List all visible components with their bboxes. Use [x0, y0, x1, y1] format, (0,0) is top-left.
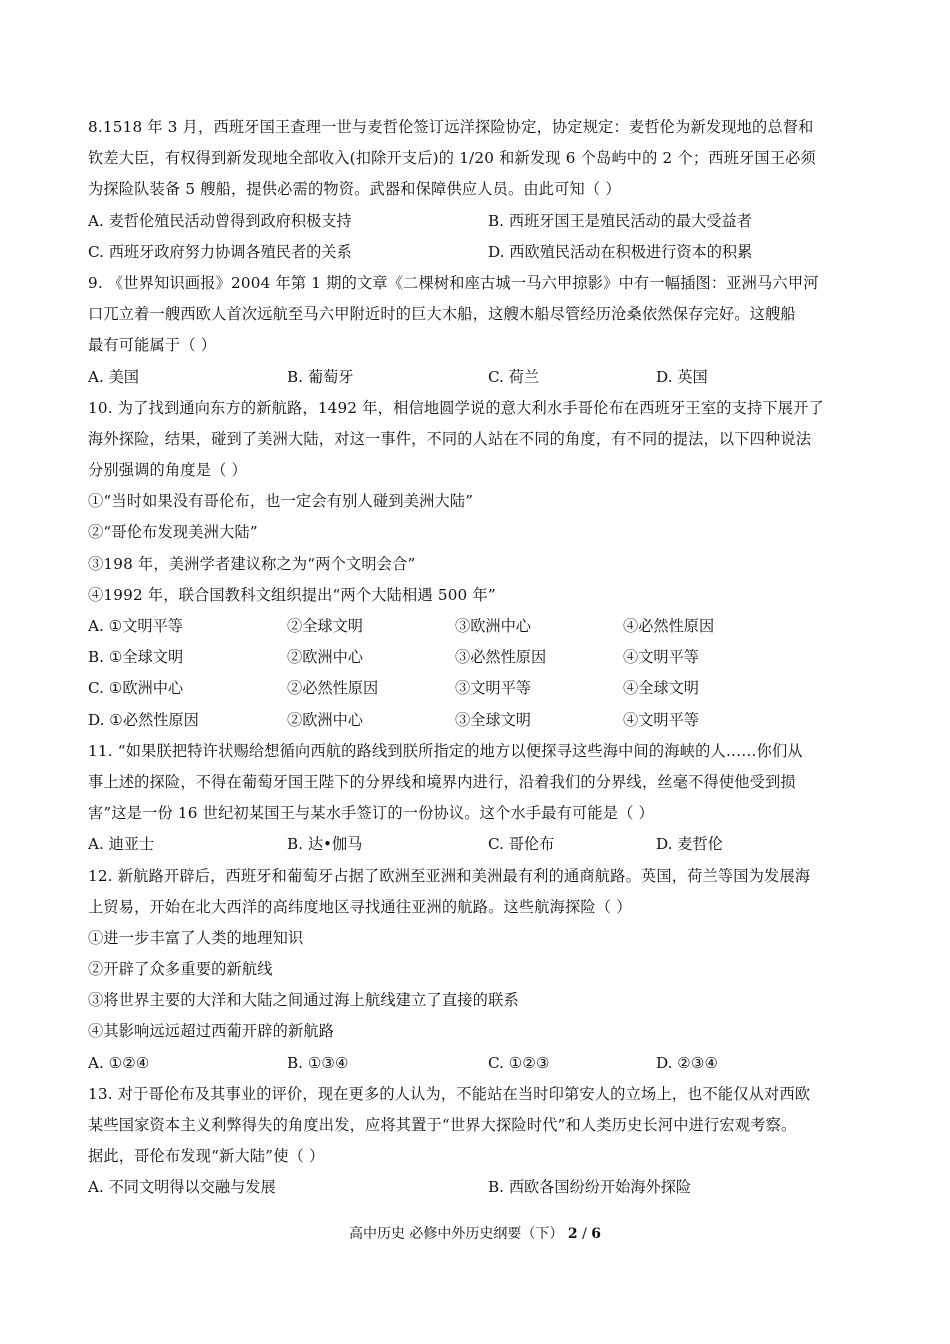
statement-3: ③将世界主要的大洋和大陆之间通过海上航线建立了直接的联系 [88, 991, 519, 1010]
statement-3: ③198 年，美洲学者建议称之为“两个文明会合” [88, 554, 416, 573]
question-stem-line: 事上述的探险，不得在葡萄牙国王陛下的分界线和境界内进行，沿着我们的分界线，丝毫不得使他受到损 [88, 772, 796, 791]
options-row [88, 611, 868, 642]
question-12 [88, 861, 868, 1079]
option-a: A. 美国 [88, 367, 139, 386]
page-footer [0, 1224, 950, 1244]
question-11 [88, 736, 868, 861]
option-a: A. ①②④ [88, 1053, 150, 1072]
question-8 [88, 112, 868, 268]
option-c: C. ①②③ [488, 1053, 550, 1072]
question-stem-line: 钦差大臣，有权得到新发现地全部收入(扣除开支后)的 1/20 和新发现 6 个岛屿中的 2 个；西班牙国王必须 [88, 149, 816, 168]
statement-4: ④其影响远远超过西葡开辟的新航路 [88, 1022, 335, 1041]
option-d: D. 英国 [656, 367, 708, 386]
option-c: C. 哥伦布 [488, 835, 555, 854]
option-b-part-2: ②欧洲中心 [287, 648, 363, 667]
option-c-part-2: ②必然性原因 [287, 679, 379, 698]
option-a-part-1: A. ①文明平等 [88, 617, 183, 635]
option-d-part-4: ④文明平等 [623, 710, 699, 729]
option-b: B. 葡萄牙 [287, 367, 354, 386]
options-row [88, 673, 868, 704]
question-13 [88, 1079, 868, 1204]
question-stem-line: 11. “如果朕把特许状赐给想循向西航的路线到朕所指定的地方以便探寻这些海中间的海峡的人……你们从 [88, 741, 803, 760]
question-stem-line: 10. 为了找到通向东方的新航路，1492 年，相信地圆学说的意大利水手哥伦布在西班牙王室的支持下展开了 [88, 398, 824, 417]
question-stem-line: 为探险队装备 5 艘船，提供必需的物资。武器和保障供应人员。由此可知（ ） [88, 180, 621, 199]
footer-title: 高中历史 必修中外历史纲要（下） [348, 1226, 564, 1242]
option-b: B. ①③④ [287, 1053, 349, 1072]
option-a: A. 迪亚士 [88, 835, 155, 854]
statement-2: ②“哥伦布发现美洲大陆” [88, 523, 258, 542]
option-b: B. 西欧各国纷纷开始海外探险 [488, 1178, 692, 1197]
option-c-part-4: ④全球文明 [623, 679, 699, 698]
question-stem-line: 9. 《世界知识画报》2004 年第 1 期的文章《二棵树和座古城一马六甲掠影》中有一幅插图：亚洲马六甲河 [88, 273, 819, 292]
option-d-part-2: ②欧洲中心 [287, 710, 363, 729]
option-d-part-1: D. ①必然性原因 [88, 710, 199, 729]
statement-1: ①“当时如果没有哥伦布，也一定会有别人碰到美洲大陆” [88, 492, 474, 511]
question-stem-line: 害”这是一份 16 世纪初某国王与某水手签订的一份协议。这个水手最有可能是（ ） [88, 804, 654, 823]
options-row [88, 1172, 868, 1203]
page-number: 2 [567, 1226, 578, 1242]
question-stem-line: 某些国家资本主义利弊得失的角度出发，应将其置于“世界大探险时代”和人类历史长河中进行宏观考察。 [88, 1116, 797, 1134]
question-stem-line: 据此，哥伦布发现“新大陆”使（ ） [88, 1147, 325, 1166]
question-10 [88, 393, 868, 736]
statement-1: ①进一步丰富了人类的地理知识 [88, 928, 304, 947]
exam-page [88, 112, 868, 1204]
question-9 [88, 268, 868, 393]
options-row [88, 829, 868, 860]
option-a-part-3: ③欧洲中心 [455, 617, 531, 635]
options-row [88, 1048, 868, 1079]
options-row [88, 362, 868, 393]
option-b-part-3: ③必然性原因 [455, 648, 547, 667]
option-d: D. 西欧殖民活动在积极进行资本的积累 [488, 242, 753, 261]
question-stem-line: 8.1518 年 3 月，西班牙国王查理一世与麦哲伦签订远洋探险协定，协定规定：麦哲伦为新发现地的总督和 [88, 118, 814, 136]
option-d: D. ②③④ [656, 1053, 719, 1072]
options-row [88, 237, 868, 268]
page-total: 6 [591, 1226, 602, 1242]
option-c-part-1: C. ①欧洲中心 [88, 679, 184, 698]
option-b-part-4: ④文明平等 [623, 648, 699, 667]
option-b: B. 西班牙国王是殖民活动的最大受益者 [488, 211, 752, 230]
statement-4: ④1992 年，联合国教科文组织提出“两个大陆相遇 500 年” [88, 585, 496, 604]
option-c: C. 西班牙政府努力协调各殖民者的关系 [88, 242, 352, 261]
question-stem-line: 分别强调的角度是（ ） [88, 461, 247, 480]
option-a: A. 麦哲伦殖民活动曾得到政府积极支持 [88, 211, 352, 230]
option-c: C. 荷兰 [488, 367, 540, 386]
option-a-part-2: ②全球文明 [287, 617, 363, 635]
question-stem-line: 海外探险，结果，碰到了美洲大陆，对这一事件，不同的人站在不同的角度，有不同的提法，以下四种说法 [88, 429, 812, 448]
page-separator: / [582, 1226, 587, 1242]
options-row [88, 206, 868, 237]
question-stem-line: 最有可能属于（ ） [88, 336, 217, 355]
option-b: B. 达•伽马 [287, 835, 363, 854]
statement-2: ②开辟了众多重要的新航线 [88, 960, 273, 979]
question-stem-line: 上贸易，开始在北大西洋的高纬度地区寻找通往亚洲的航路。这些航海探险（ ） [88, 897, 632, 916]
option-a: A. 不同文明得以交融与发展 [88, 1178, 276, 1197]
question-stem-line: 12. 新航路开辟后，西班牙和葡萄牙占据了欧洲至亚洲和美洲最有利的通商航路。英国，荷兰等国为发展海 [88, 866, 811, 885]
question-stem-line: 口兀立着一艘西欧人首次远航至马六甲附近时的巨大木船，这艘木船尽管经历沧桑依然保存完好。这艘船 [88, 305, 796, 324]
option-b-part-1: B. ①全球文明 [88, 648, 184, 667]
option-a-part-4: ④必然性原因 [623, 617, 715, 635]
options-row [88, 705, 868, 736]
options-row [88, 642, 868, 673]
option-d: D. 麦哲伦 [656, 835, 723, 854]
option-d-part-3: ③全球文明 [455, 710, 531, 729]
question-stem-line: 13. 对于哥伦布及其事业的评价，现在更多的人认为，不能站在当时印第安人的立场上，也不能仅从对西欧 [88, 1084, 811, 1103]
option-c-part-3: ③文明平等 [455, 679, 531, 698]
